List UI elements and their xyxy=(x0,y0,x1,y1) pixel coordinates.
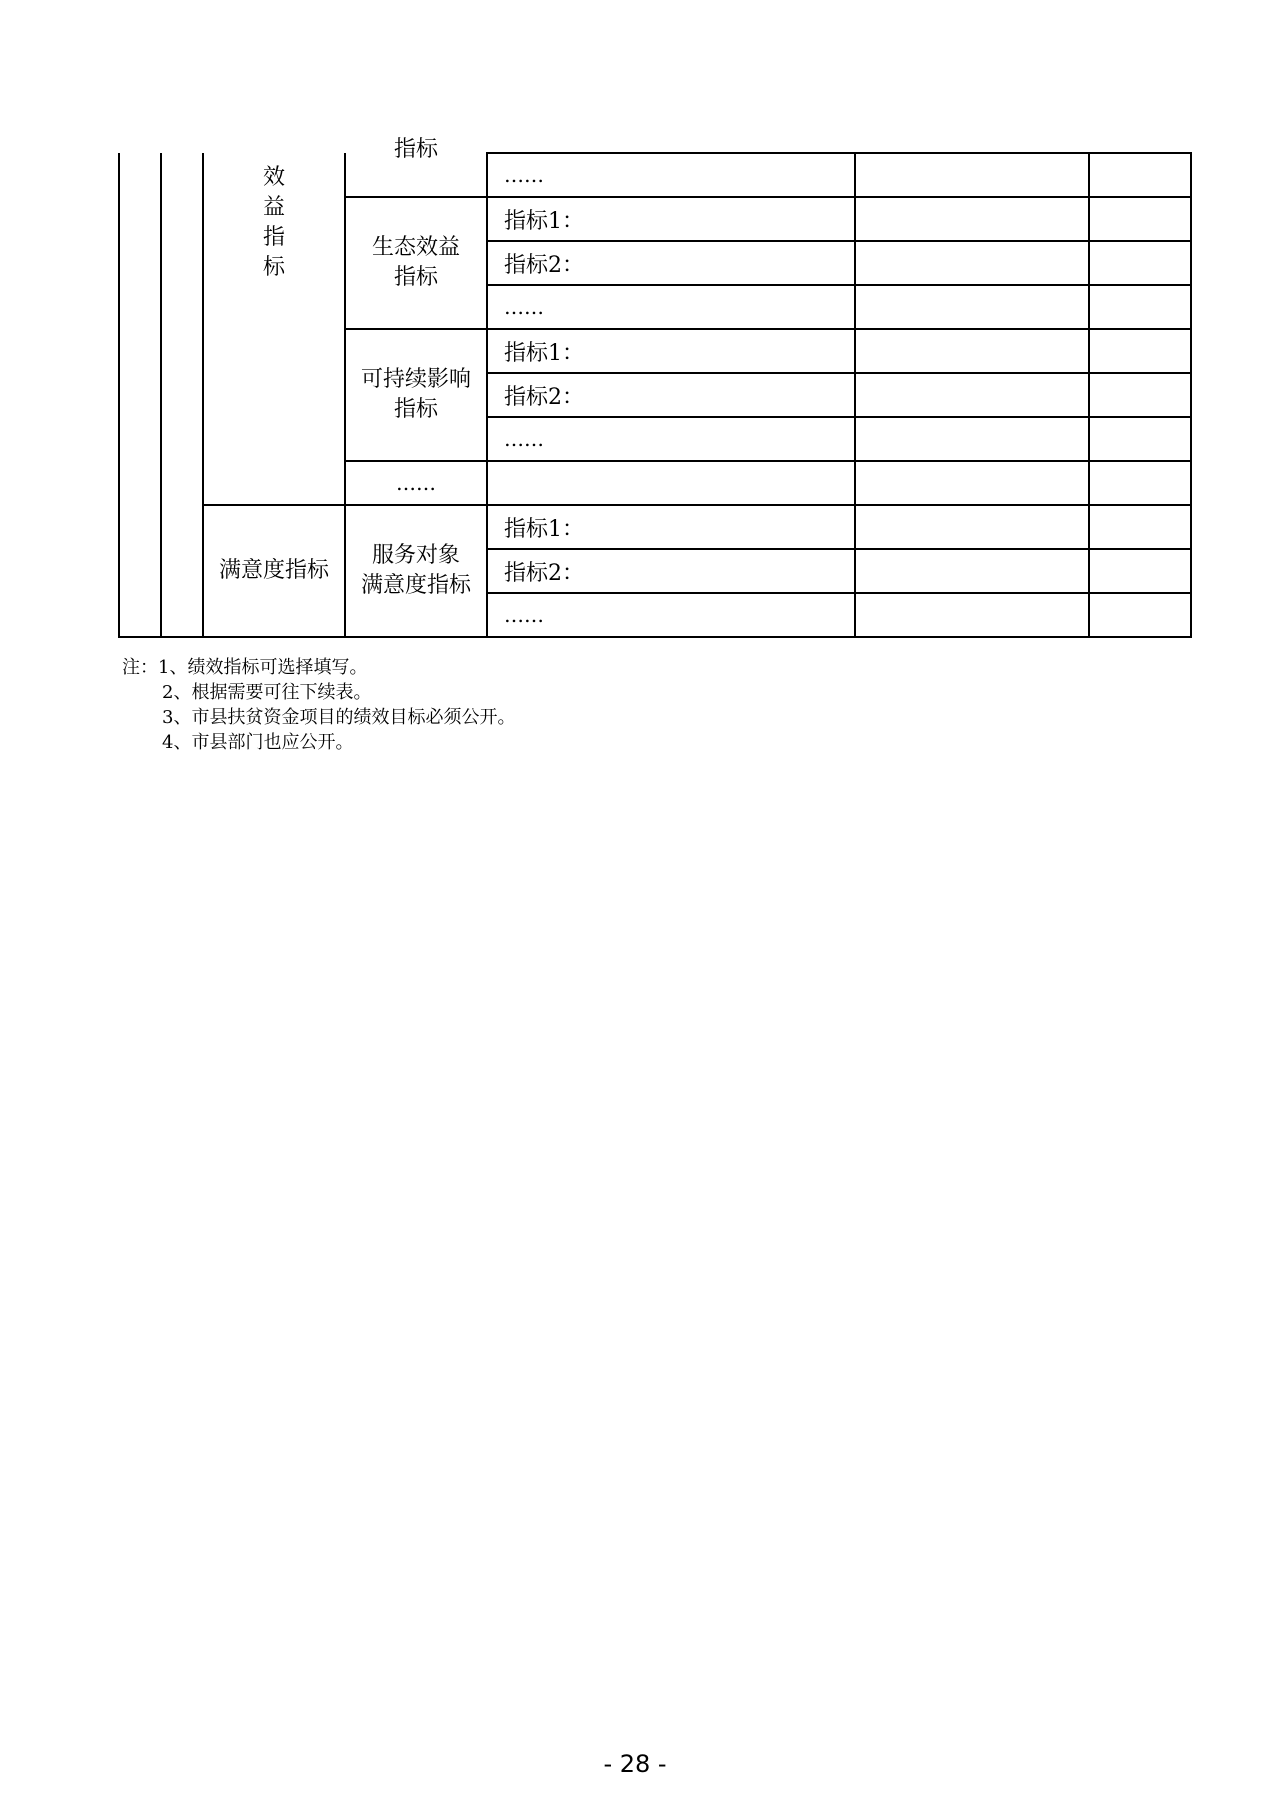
value-cell xyxy=(855,593,1089,637)
note-item: 3、市县扶贫资金项目的绩效目标必须公开。 xyxy=(162,707,516,728)
benefit-indicator-category: 效 益 指 标 xyxy=(203,153,345,505)
value-cell xyxy=(855,153,1089,197)
value-cell xyxy=(855,505,1089,549)
indicator-cell: 指标2： xyxy=(487,549,855,593)
indicator-cell: 指标2： xyxy=(487,373,855,417)
value-cell xyxy=(1089,549,1191,593)
indicator-cell: …… xyxy=(487,417,855,461)
indicator-cell: …… xyxy=(487,153,855,197)
value-cell xyxy=(1089,417,1191,461)
value-cell xyxy=(1089,153,1191,197)
table-row xyxy=(119,153,1191,197)
indicator-cell: 指标1： xyxy=(487,329,855,373)
sustainable-impact-subcategory: 可持续影响 指标 xyxy=(345,329,487,461)
indicator-cell: 指标1： xyxy=(487,197,855,241)
value-cell xyxy=(855,417,1089,461)
value-cell xyxy=(855,461,1089,505)
note-prefix: 注： xyxy=(122,657,158,678)
value-cell xyxy=(1089,197,1191,241)
value-cell xyxy=(855,329,1089,373)
value-cell xyxy=(1089,461,1191,505)
table-notes xyxy=(122,655,515,755)
service-satisfaction-subcategory: 服务对象 满意度指标 xyxy=(345,505,487,637)
note-item: 1、绩效指标可选择填写。 xyxy=(158,657,368,678)
value-cell xyxy=(855,285,1089,329)
value-cell xyxy=(1089,241,1191,285)
value-cell xyxy=(1089,329,1191,373)
ecological-benefit-subcategory: 生态效益 指标 xyxy=(345,197,487,329)
value-cell xyxy=(855,241,1089,285)
note-line xyxy=(122,655,515,680)
value-cell xyxy=(855,373,1089,417)
value-cell xyxy=(1089,505,1191,549)
indicator-cell: …… xyxy=(487,285,855,329)
indicator-cell: 指标2： xyxy=(487,241,855,285)
value-cell xyxy=(1089,373,1191,417)
value-cell xyxy=(1089,285,1191,329)
page-number: - 28 - xyxy=(603,1750,667,1778)
second-column-cell xyxy=(161,153,203,637)
value-cell xyxy=(855,197,1089,241)
table-row xyxy=(119,505,1191,549)
value-cell xyxy=(1089,593,1191,637)
clipped-subcategory-label: 指标 xyxy=(393,137,438,162)
indicator-cell xyxy=(487,461,855,505)
value-cell xyxy=(855,549,1089,593)
ellipsis-subcategory: …… xyxy=(345,461,487,505)
indicator-cell: 指标1： xyxy=(487,505,855,549)
clipped-subcategory-cell xyxy=(345,137,487,197)
note-item: 4、市县部门也应公开。 xyxy=(162,732,354,753)
note-item: 2、根据需要可往下续表。 xyxy=(162,682,372,703)
outer-column-cell xyxy=(119,153,161,637)
performance-indicator-table xyxy=(118,137,1192,638)
indicator-cell: …… xyxy=(487,593,855,637)
satisfaction-indicator-category: 满意度指标 xyxy=(203,505,345,637)
